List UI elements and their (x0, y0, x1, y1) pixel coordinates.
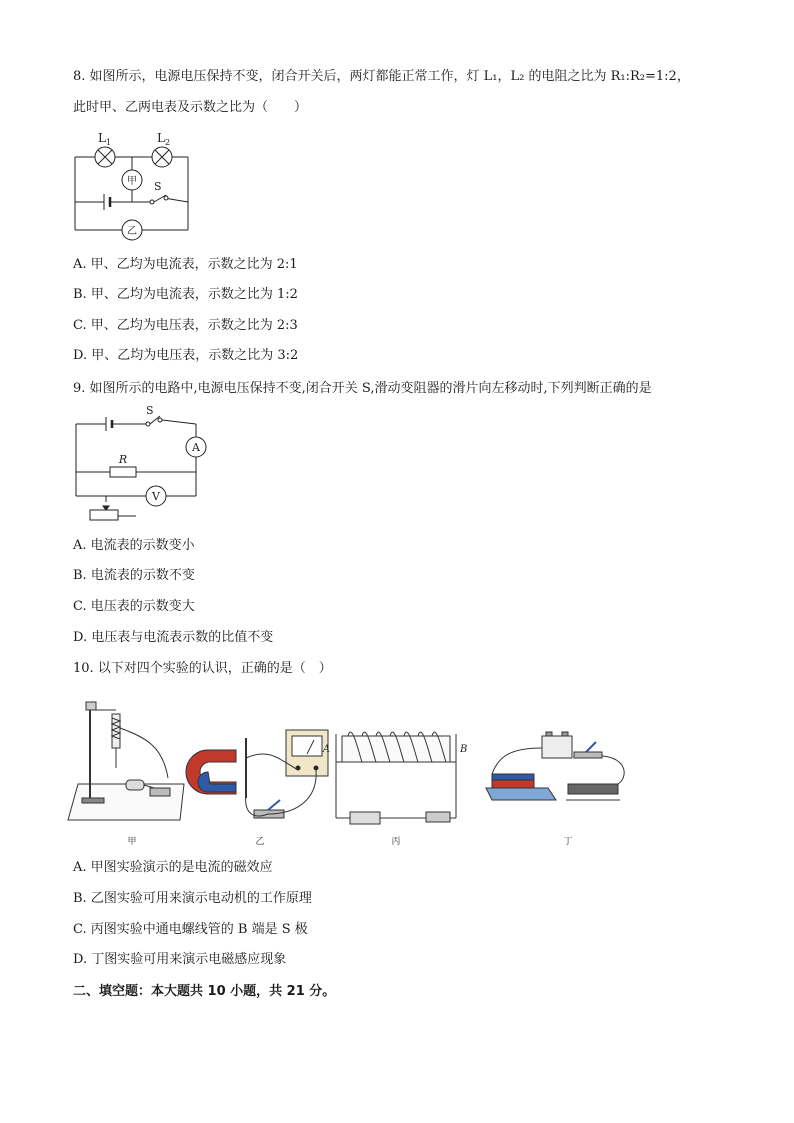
rheostat-icon (90, 506, 118, 520)
lamp-l1-icon (95, 147, 115, 167)
q10-experiments-figure (68, 688, 648, 853)
q8-stem-line2: 此时甲、乙两电表及示数之比为（ ） (73, 100, 308, 115)
q9-option-c: C. 电压表的示数变大 (73, 599, 195, 614)
q10-option-c: C. 丙图实验中通电螺线管的 B 端是 S 极 (73, 922, 308, 937)
experiment-yi-figure (186, 730, 328, 818)
switch-s-icon (146, 416, 162, 426)
label-s: S (154, 180, 162, 193)
q9-option-b: B. 电流表的示数不变 (73, 568, 195, 583)
q8-option-c: C. 甲、乙均为电压表，示数之比为 2:3 (73, 318, 298, 333)
q9-stem: 9. 如图所示的电路中,电源电压保持不变,闭合开关 S,滑动变阻器的滑片向左移动时,下列判断正确的是 (73, 381, 652, 396)
q9-circuit-diagram (66, 406, 216, 526)
q8-option-d: D. 甲、乙均为电压表，示数之比为 3:2 (73, 348, 299, 363)
experiment-bing-figure (336, 732, 456, 824)
q8-circuit-diagram (60, 122, 210, 244)
section2-heading: 二、填空题：本大题共 10 小题，共 21 分。 (73, 984, 336, 999)
label-a-end: A (322, 744, 330, 755)
battery-icon (106, 417, 112, 431)
label-s: S (146, 404, 154, 417)
q8-stem-line1: 8. 如图所示，电源电压保持不变，闭合开关后，两灯都能正常工作，灯 L₁，L₂ 的电阻之比为 R₁:R₂=1:2， (73, 69, 690, 84)
label-b-end: B (460, 744, 468, 755)
q8-option-b: B. 甲、乙均为电流表，示数之比为 1:2 (73, 287, 298, 302)
label-a: A (192, 441, 200, 454)
q10-option-d: D. 丁图实验可用来演示电磁感应现象 (73, 952, 287, 967)
lamp-l2-icon (152, 147, 172, 167)
q10-option-a: A. 甲图实验演示的是电流的磁效应 (73, 860, 273, 875)
experiment-jia-figure (68, 702, 184, 820)
caption-jia: 甲 (127, 837, 137, 847)
q10-option-b: B. 乙图实验可用来演示电动机的工作原理 (73, 891, 312, 906)
label-l2: $L_2$ (157, 131, 171, 147)
experiment-ding-figure (486, 732, 624, 800)
caption-bing: 丙 (391, 837, 401, 847)
resistor-icon (110, 467, 136, 477)
caption-ding: 丁 (563, 837, 573, 847)
label-r: R (118, 453, 128, 466)
label-yi: 乙 (127, 226, 137, 237)
q8-option-a: A. 甲、乙均为电流表，示数之比为 2:1 (73, 257, 298, 272)
switch-s-icon (150, 195, 168, 204)
q9-option-d: D. 电压表与电流表示数的比值不变 (73, 630, 274, 645)
label-jia: 甲 (127, 176, 137, 187)
label-l1: $L_1$ (98, 131, 112, 147)
battery-icon (104, 194, 110, 210)
q10-stem: 10. 以下对四个实验的认识，正确的是（ ） (73, 661, 332, 676)
caption-yi: 乙 (255, 837, 265, 847)
label-v: V (152, 490, 160, 503)
q9-option-a: A. 电流表的示数变小 (73, 538, 195, 553)
